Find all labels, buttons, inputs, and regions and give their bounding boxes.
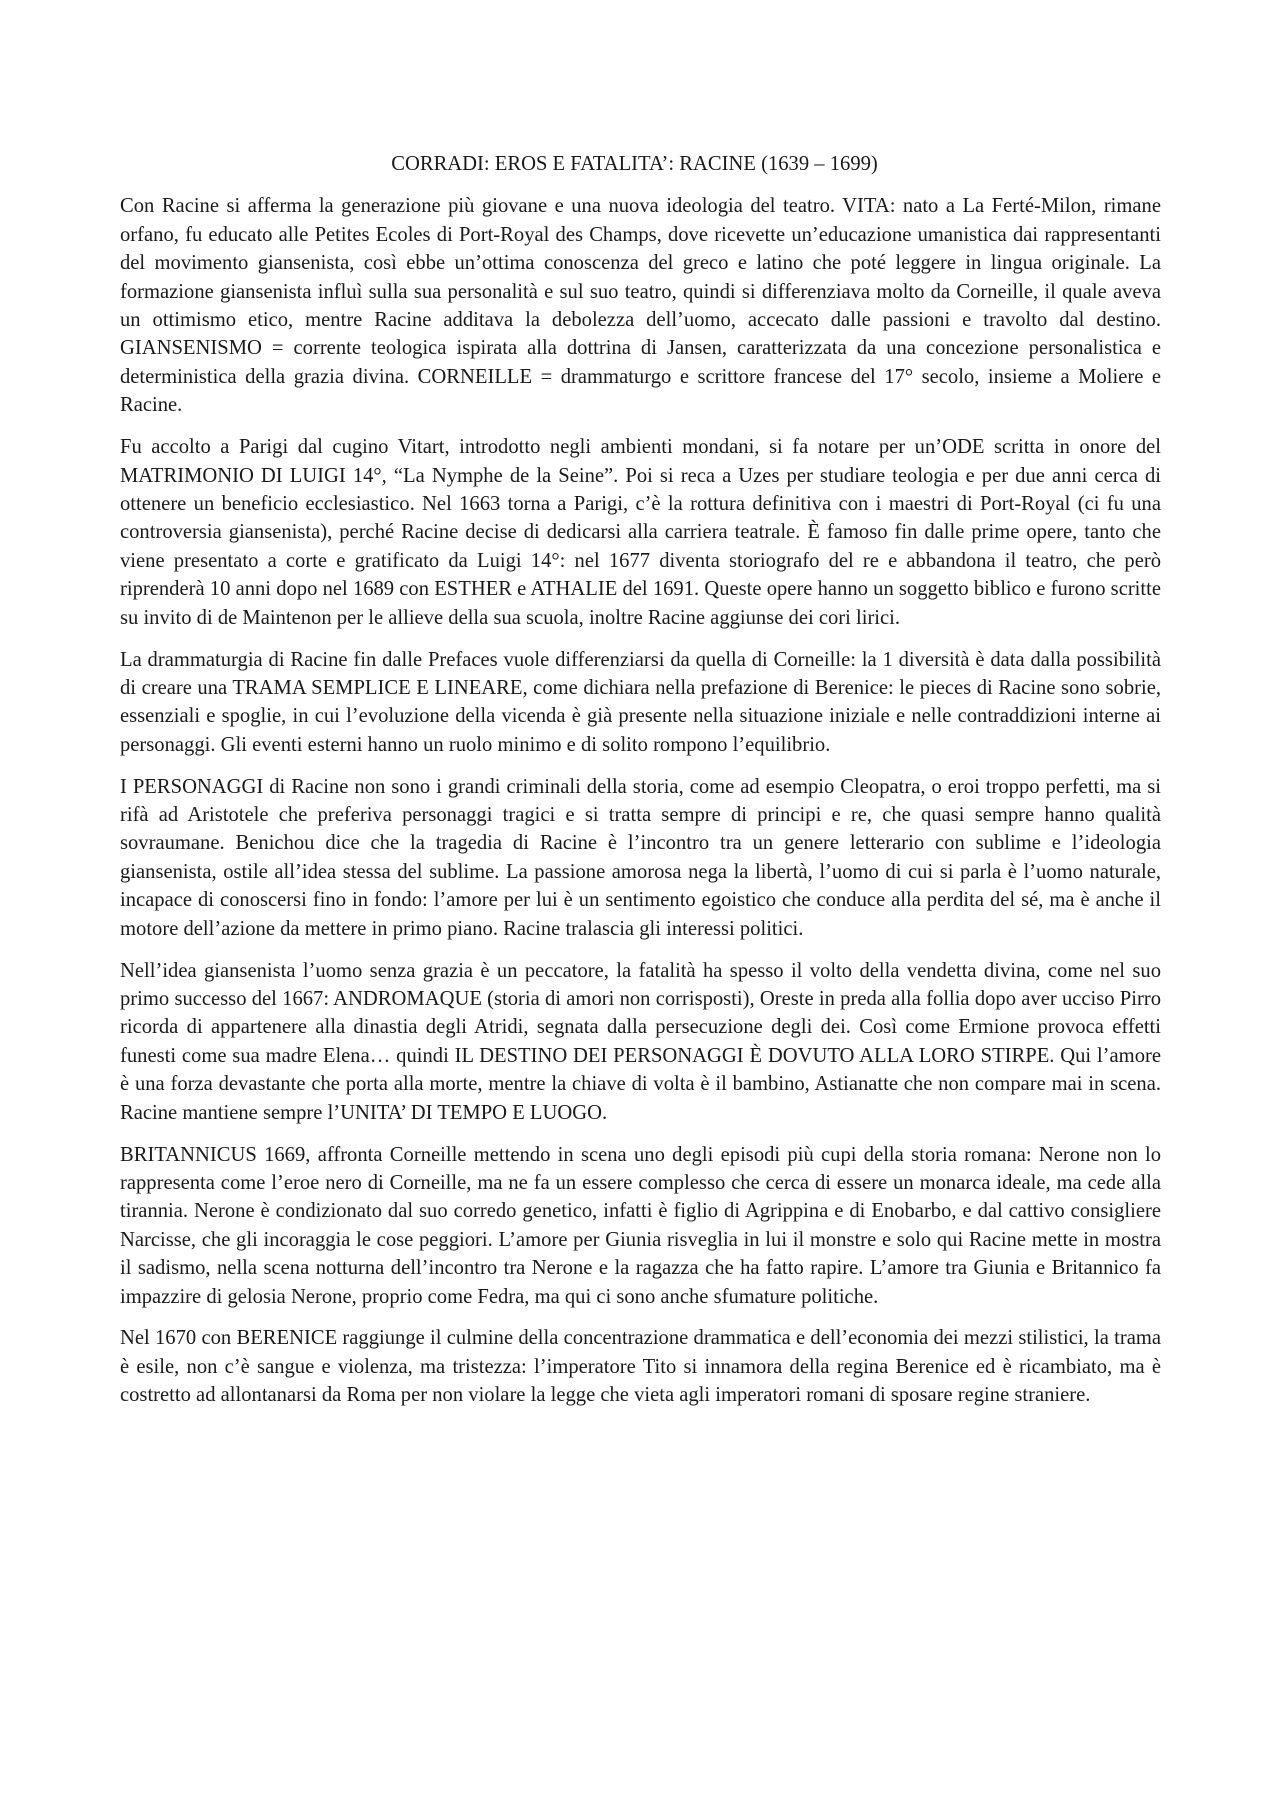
paragraph-vita: Con Racine si afferma la generazione più giovane e una nuova ideologia del teatro. VITA: nato a La Ferté-Milon, rimane orfano, fu educato alle Petites Ecoles di Port-Royal des Champs, dove ricevette un’educazione umanistica dai rappresentanti del movimento giansenista, così ebbe un’ottima conoscenza del greco e latino che poté leggere in lingua originale. La formazione giansenista influì sulla sua personalità e sul suo teatro, quindi si differenziava molto da Corneille, il quale aveva un ottimismo etico, mentre Racine additava la debolezza dell’uomo, accecato dalle passioni e travolto dal destino. GIANSENISMO = corrente teologica ispirata alla dottrina di Jansen, caratterizzata da una concezione personalistica e deterministica della grazia divina. CORNEILLE = drammaturgo e scrittore francese del 17° secolo, insieme a Moliere e Racine. bbox=[120, 195, 1161, 417]
document-body bbox=[120, 150, 1161, 1423]
paragraph-drammaturgia: La drammaturgia di Racine fin dalle Prefaces vuole differenziarsi da quella di Corneille: la 1 diversità è data dalla possibilità di creare una TRAMA SEMPLICE E LINEARE, come dichiara nella prefazione di Berenice: le pieces di Racine sono sobrie, essenziali e spoglie, in cui l’evoluzione della vicenda è già presente nella situazione iniziale e nelle contraddizioni interne ai personaggi. Gli eventi esterni hanno un ruolo minimo e di solito rompono l’equilibrio. bbox=[120, 648, 1161, 756]
paragraph-personaggi: I PERSONAGGI di Racine non sono i grandi criminali della storia, come ad esempio Cleopatra, o eroi troppo perfetti, ma si rifà ad Aristotele che preferiva personaggi tragici e si tratta sempre di principi e re, che quasi sempre hanno qualità sovraumane. Benichou dice che la tragedia di Racine è l’incontro tra un genere letterario con sublime e l’ideologia giansenista, ostile all’idea stessa del sublime. La passione amorosa nega la libertà, l’uomo di cui si parla è l’uomo naturale, incapace di conoscersi fino in fondo: l’amore per lui è un sentimento egoistico che conduce alla perdita del sé, ma è anche il motore dell’azione da mettere in primo piano. Racine tralascia gli interessi politici. bbox=[120, 775, 1161, 940]
paragraph-andromaque: Nell’idea giansenista l’uomo senza grazia è un peccatore, la fatalità ha spesso il volto della vendetta divina, come nel suo primo successo del 1667: ANDROMAQUE (storia di amori non corrisposti), Oreste in preda alla follia dopo aver ucciso Pirro ricorda di appartenere alla dinastia degli Atridi, segnata dalla persecuzione degli dei. Così come Ermione provoca effetti funesti come sua madre Elena… quindi IL DESTINO DEI PERSONAGGI È DOVUTO ALLA LORO STIRPE. Qui l’amore è una forza devastante che porta alla morte, mentre la chiave di volta è il bambino, Astianatte che non compare mai in scena. Racine mantiene sempre l’UNITA’ DI TEMPO E LUOGO. bbox=[120, 959, 1161, 1124]
paragraph-parigi: Fu accolto a Parigi dal cugino Vitart, introdotto negli ambienti mondani, si fa notare per un’ODE scritta in onore del MATRIMONIO DI LUIGI 14°, “La Nymphe de la Seine”. Poi si reca a Uzes per studiare teologia e per due anni cerca di ottenere un beneficio ecclesiastico. Nel 1663 torna a Parigi, c’è la rottura definitiva con i maestri di Port-Royal (ci fu una controversia giansenista), perché Racine decise di dedicarsi alla carriera teatrale. È famoso fin dalle prime opere, tanto che viene presentato a corte e gratificato da Luigi 14°: nel 1677 diventa storiografo del re e abbandona il teatro, che però riprenderà 10 anni dopo nel 1689 con ESTHER e ATHALIE del 1691. Queste opere hanno un soggetto biblico e furono scritte su invito di de Maintenon per le allieve della sua scuola, inoltre Racine aggiunse dei cori lirici. bbox=[120, 436, 1161, 629]
paragraph-berenice: Nel 1670 con BERENICE raggiunge il culmine della concentrazione drammatica e dell’economia dei mezzi stilistici, la trama è esile, non c’è sangue e violenza, ma tristezza: l’imperatore Tito si innamora della regina Berenice ed è ricambiato, ma è costretto ad allontanarsi da Roma per non violare la legge che vieta agli imperatori romani di sposare regine straniere. bbox=[120, 1327, 1161, 1407]
document-title: CORRADI: EROS E FATALITA’: RACINE (1639 – 1699) bbox=[391, 153, 878, 175]
paragraph-britannicus: BRITANNICUS 1669, affronta Corneille mettendo in scena uno degli episodi più cupi della storia romana: Nerone non lo rappresenta come l’eroe nero di Corneille, ma ne fa un essere complesso che cerca di essere un monarca ideale, ma cede alla tirannia. Nerone è condizionato dal suo corredo genetico, infatti è figlio di Agrippina e di Enobarbo, e dal cattivo consigliere Narcisse, che gli incoraggia le cose peggiori. L’amore per Giunia risveglia in lui il monstre e solo qui Racine mette in mostra il sadismo, nella scena notturna dell’incontro tra Nerone e la ragazza che ha fatto rapire. L’amore tra Giunia e Britannico fa impazzire di gelosia Nerone, proprio come Fedra, ma qui ci sono anche sfumature politiche. bbox=[120, 1143, 1161, 1308]
